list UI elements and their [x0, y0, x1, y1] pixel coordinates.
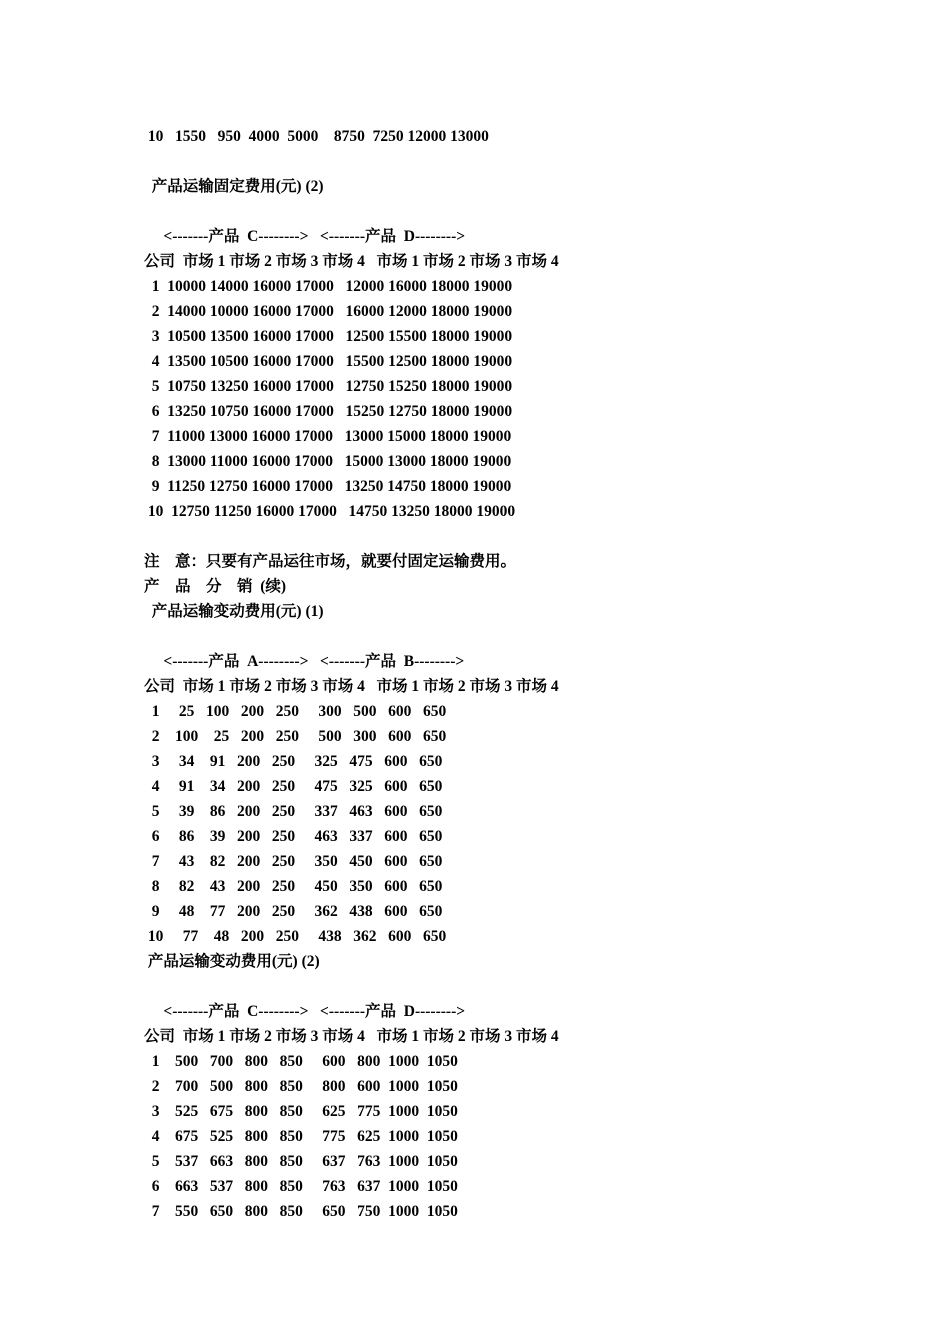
section-heading: 产品运输变动费用(元) (2)	[144, 953, 320, 970]
product-group-header: <-------产品 C--------> <-------产品 D-------->	[144, 228, 466, 245]
section-heading: 产品运输变动费用(元) (1)	[144, 603, 324, 620]
table-row: 5 39 86 200 250 337 463 600 650	[144, 803, 443, 820]
table-row: 2 14000 10000 16000 17000 16000 12000 18000 19000	[144, 303, 513, 320]
table-row: 6 86 39 200 250 463 337 600 650	[144, 828, 443, 845]
table-row: 1 10000 14000 16000 17000 12000 16000 18000 19000	[144, 278, 513, 295]
table-row: 6 663 537 800 850 763 637 1000 1050	[144, 1178, 458, 1195]
table-row: 7 11000 13000 16000 17000 13000 15000 18000 19000	[144, 428, 512, 445]
table-row: 3 10500 13500 16000 17000 12500 15500 18000 19000	[144, 328, 513, 345]
table-header-row: 公司 市场 1 市场 2 市场 3 市场 4 市场 1 市场 2 市场 3 市场 4	[144, 678, 559, 695]
table-row: 1 25 100 200 250 300 500 600 650	[144, 703, 447, 720]
section-title: 产 品 分 销 (续)	[144, 578, 287, 595]
table-row: 2 700 500 800 850 800 600 1000 1050	[144, 1078, 458, 1095]
product-group-header: <-------产品 A--------> <-------产品 B-------->	[144, 653, 465, 670]
table-row: 3 34 91 200 250 325 475 600 650	[144, 753, 443, 770]
table-row: 2 100 25 200 250 500 300 600 650	[144, 728, 447, 745]
table-row: 8 82 43 200 250 450 350 600 650	[144, 878, 443, 895]
table-row: 5 10750 13250 16000 17000 12750 15250 18000 19000	[144, 378, 513, 395]
table-row: 7 550 650 800 850 650 750 1000 1050	[144, 1203, 458, 1220]
table-header-row: 公司 市场 1 市场 2 市场 3 市场 4 市场 1 市场 2 市场 3 市场 4	[144, 1028, 559, 1045]
product-group-header: <-------产品 C--------> <-------产品 D-------->	[144, 1003, 466, 1020]
table-header-row: 公司 市场 1 市场 2 市场 3 市场 4 市场 1 市场 2 市场 3 市场 4	[144, 253, 559, 270]
table-row: 6 13250 10750 16000 17000 15250 12750 18000 19000	[144, 403, 513, 420]
table-row: 9 11250 12750 16000 17000 13250 14750 18000 19000	[144, 478, 512, 495]
table-row: 5 537 663 800 850 637 763 1000 1050	[144, 1153, 458, 1170]
note-text: 注 意：只要有产品运往市场，就要付固定运输费用。	[144, 553, 517, 570]
table-row: 7 43 82 200 250 350 450 600 650	[144, 853, 443, 870]
section-heading: 产品运输固定费用(元) (2)	[144, 178, 324, 195]
table-row: 4 13500 10500 16000 17000 15500 12500 18000 19000	[144, 353, 513, 370]
table-row: 1 500 700 800 850 600 800 1000 1050	[144, 1053, 458, 1070]
table-row: 4 91 34 200 250 475 325 600 650	[144, 778, 443, 795]
table-row: 8 13000 11000 16000 17000 15000 13000 18000 19000	[144, 453, 512, 470]
table-row: 10 77 48 200 250 438 362 600 650	[144, 928, 447, 945]
text-line: 10 1550 950 4000 5000 8750 7250 12000 13000	[144, 128, 489, 145]
table-row: 4 675 525 800 850 775 625 1000 1050	[144, 1128, 458, 1145]
table-row: 9 48 77 200 250 362 438 600 650	[144, 903, 443, 920]
table-row: 10 12750 11250 16000 17000 14750 13250 18000 19000	[144, 503, 516, 520]
table-row: 3 525 675 800 850 625 775 1000 1050	[144, 1103, 458, 1120]
